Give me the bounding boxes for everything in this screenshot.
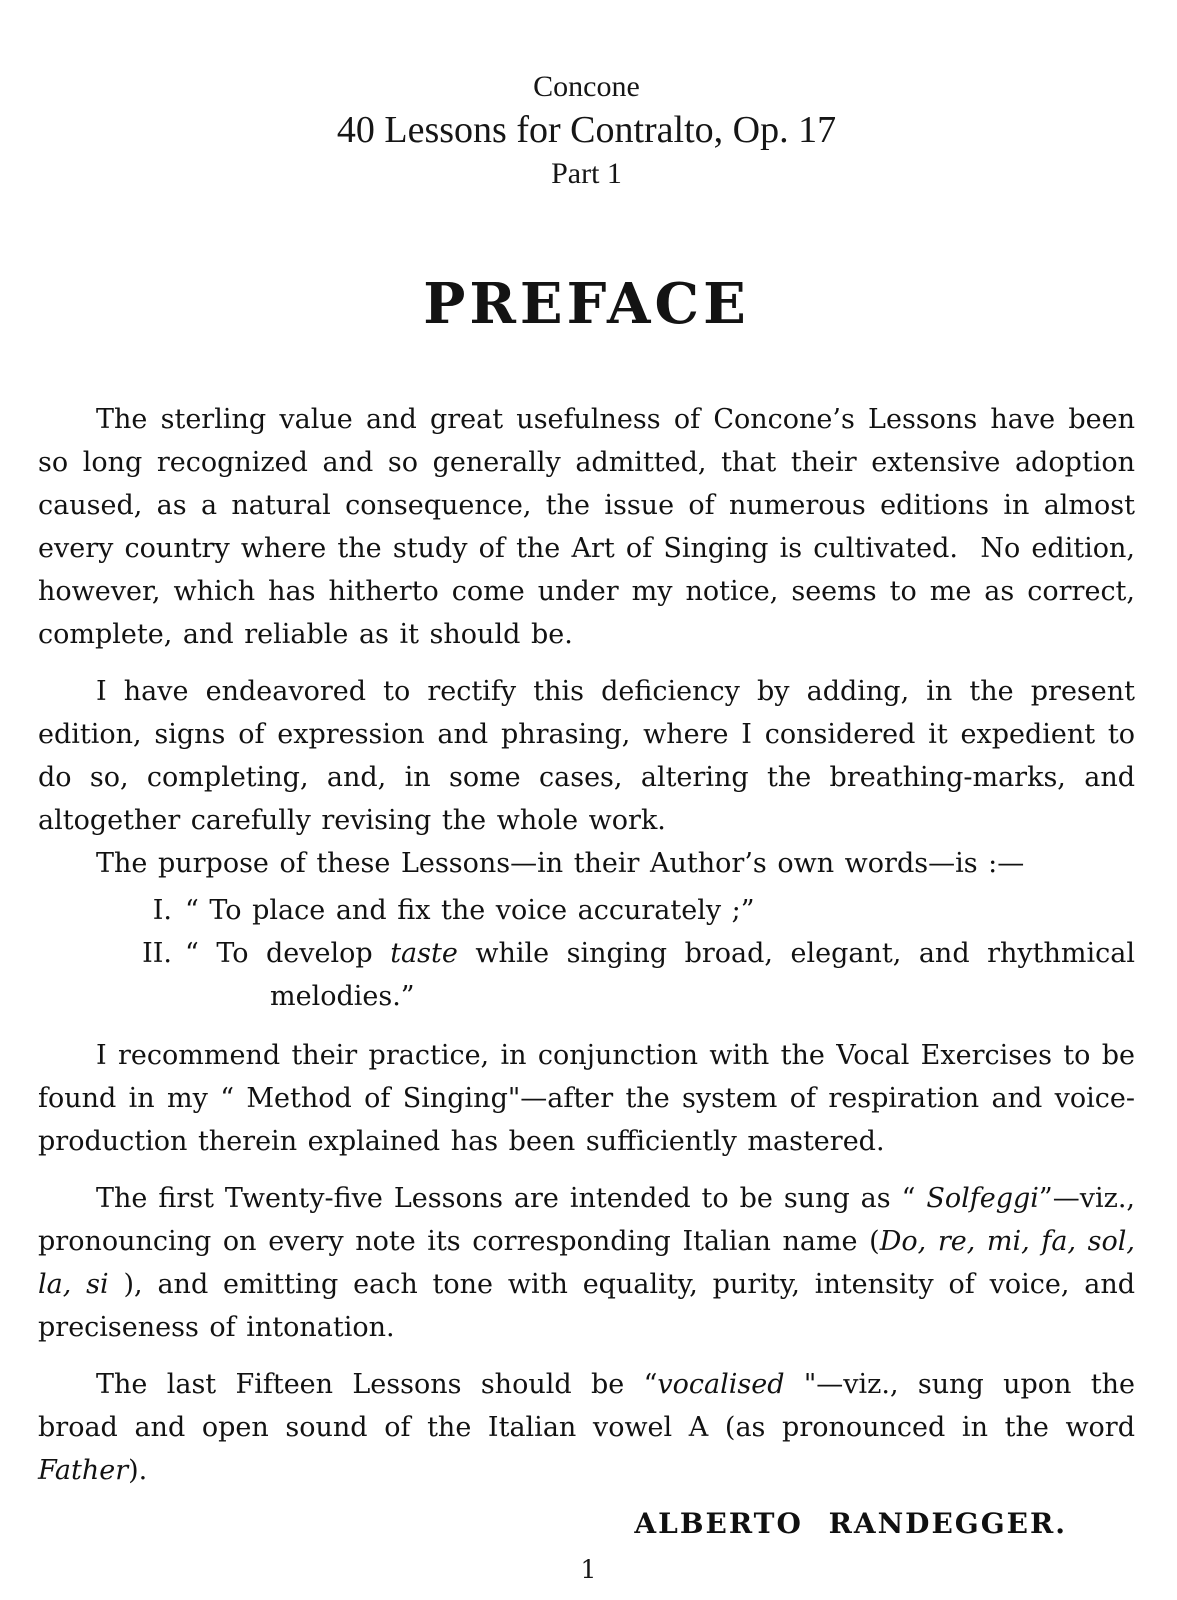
composer-name: Concone	[533, 70, 640, 103]
preface-body	[38, 398, 1135, 1544]
page-header	[38, 68, 1135, 194]
part-label: Part 1	[551, 157, 622, 190]
paragraph-sterling-value: The sterling value and great usefulness of Concone’s Lessons have been so long recognized and so generally admitted, that their extensive adoption caused, as a natural consequence, the issue of numerous editions in almost every country where the study of the Art of Singing is cultivated. No edition, however, which has hitherto come under my notice, seems to me as correct, complete, and reliable as it should be.	[38, 404, 1135, 650]
list-text-1: “ To place and fix the voice accurately ;”	[185, 895, 755, 926]
page-number: 1	[580, 1555, 597, 1584]
purpose-list	[38, 889, 1135, 1018]
paragraph-purpose: The purpose of these Lessons—in their Author’s own words—is :—	[96, 848, 1025, 879]
list-item-1	[38, 889, 1135, 932]
page-title: PREFACE	[423, 271, 750, 337]
list-item-2	[38, 932, 1135, 1018]
list-numeral-2: II.	[142, 938, 172, 969]
list-numeral-1: I.	[152, 895, 172, 926]
work-title: 40 Lessons for Contralto, Op. 17	[336, 109, 837, 151]
author-signature: ALBERTO RANDEGGER.	[634, 1507, 1067, 1540]
paragraph-last-fifteen: The last Fifteen Lessons should be “vocalised "—viz., sung upon the broad and open sound of the Italian vowel A (as pronounced in the word Father).	[38, 1369, 1135, 1486]
list-text-2: “ To develop taste while singing broad, elegant, and rhythmical melodies.”	[185, 938, 1135, 1012]
paragraph-endeavored: I have endeavored to rectify this deficiency by adding, in the present edition, signs of expression and phrasing, where I considered it expedient to do so, completing, and, in some cases, altering the breathing-marks, and altogether carefully revising the whole work.	[38, 676, 1135, 836]
paragraph-first-twenty-five: The first Twenty-five Lessons are intended to be sung as “ Solfeggi”—viz., pronouncing on every note its corresponding Italian name (Do, re, mi, fa, sol, la, si ), and emitting each tone with equality, purity, intensity of voice, and preciseness of intonation.	[38, 1183, 1136, 1343]
paragraph-recommend: I recommend their practice, in conjunction with the Vocal Exercises to be found in my “ Method of Singing"—after the system of respiration and voice-production therein explained has been sufficiently mastered.	[38, 1040, 1135, 1157]
